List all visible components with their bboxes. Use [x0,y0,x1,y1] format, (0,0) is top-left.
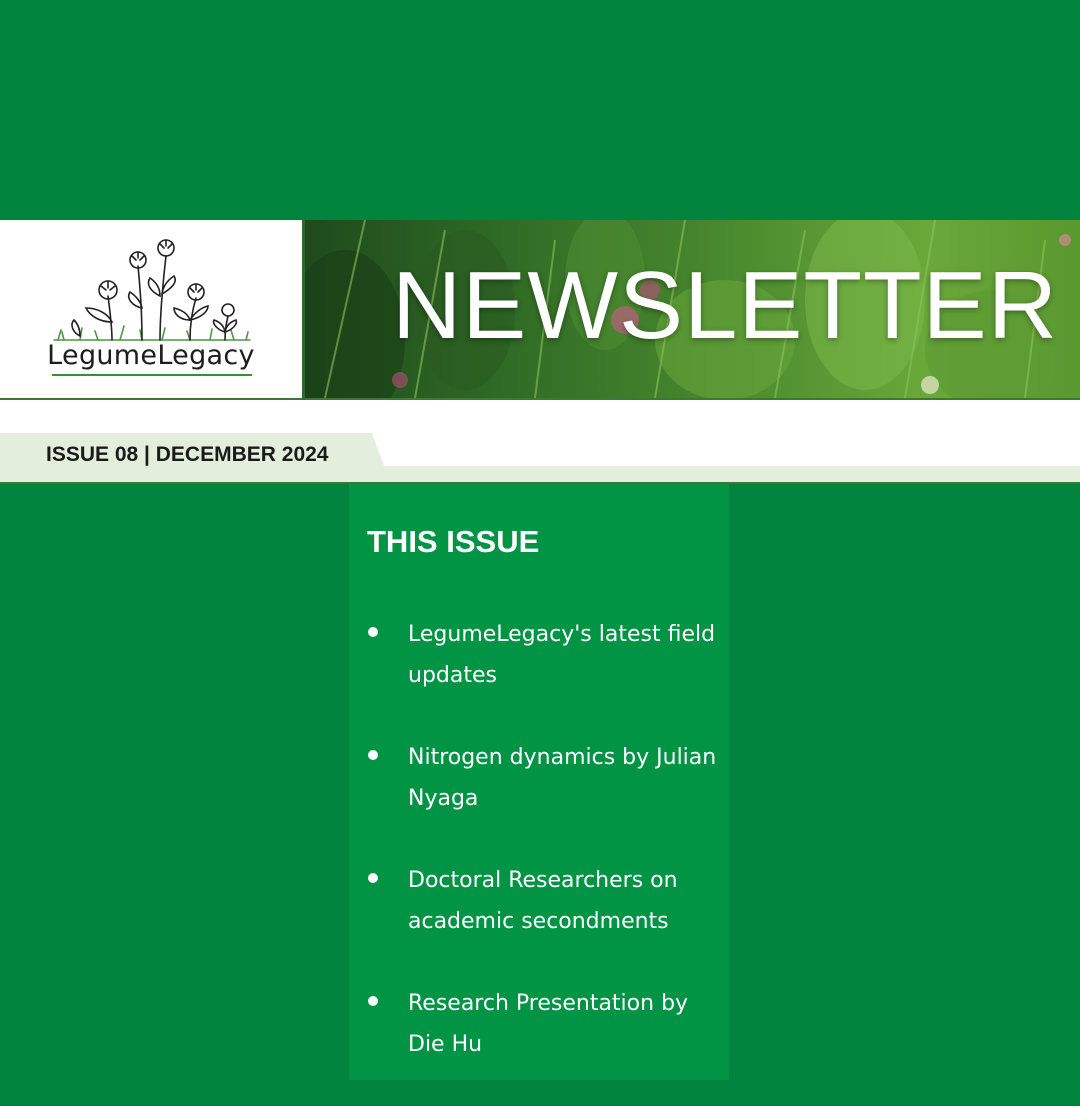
issue-label: ISSUE 08 | DECEMBER 2024 [46,443,329,466]
list-item [367,614,717,696]
list-item [367,983,717,1065]
logo-wordmark: LegumeLegacy [47,340,255,371]
bullet-icon [368,996,378,1006]
list-item-text: Doctoral Researchers on academic secondments [408,868,678,934]
logo [0,220,302,400]
list-item [367,860,717,942]
newsletter-title: NEWSLETTER [391,252,1059,359]
logo-underline [52,374,252,376]
contents-list [367,614,717,1106]
contents-panel [349,484,729,1080]
header-photo [305,220,1080,400]
top-band [0,0,1080,220]
list-item-text: Research Presentation by Die Hu [408,991,689,1057]
bullet-icon [368,627,378,637]
list-item-text: LegumeLegacy's latest field updates [408,622,716,688]
list-item [367,737,717,819]
list-item-text: Nitrogen dynamics by Julian Nyaga [408,745,717,811]
bullet-icon [368,750,378,760]
clover-illustration [50,236,255,356]
header-banner [0,220,1080,400]
bullet-icon [368,873,378,883]
issue-bar [0,400,1080,484]
this-issue-heading: THIS ISSUE [367,524,540,559]
